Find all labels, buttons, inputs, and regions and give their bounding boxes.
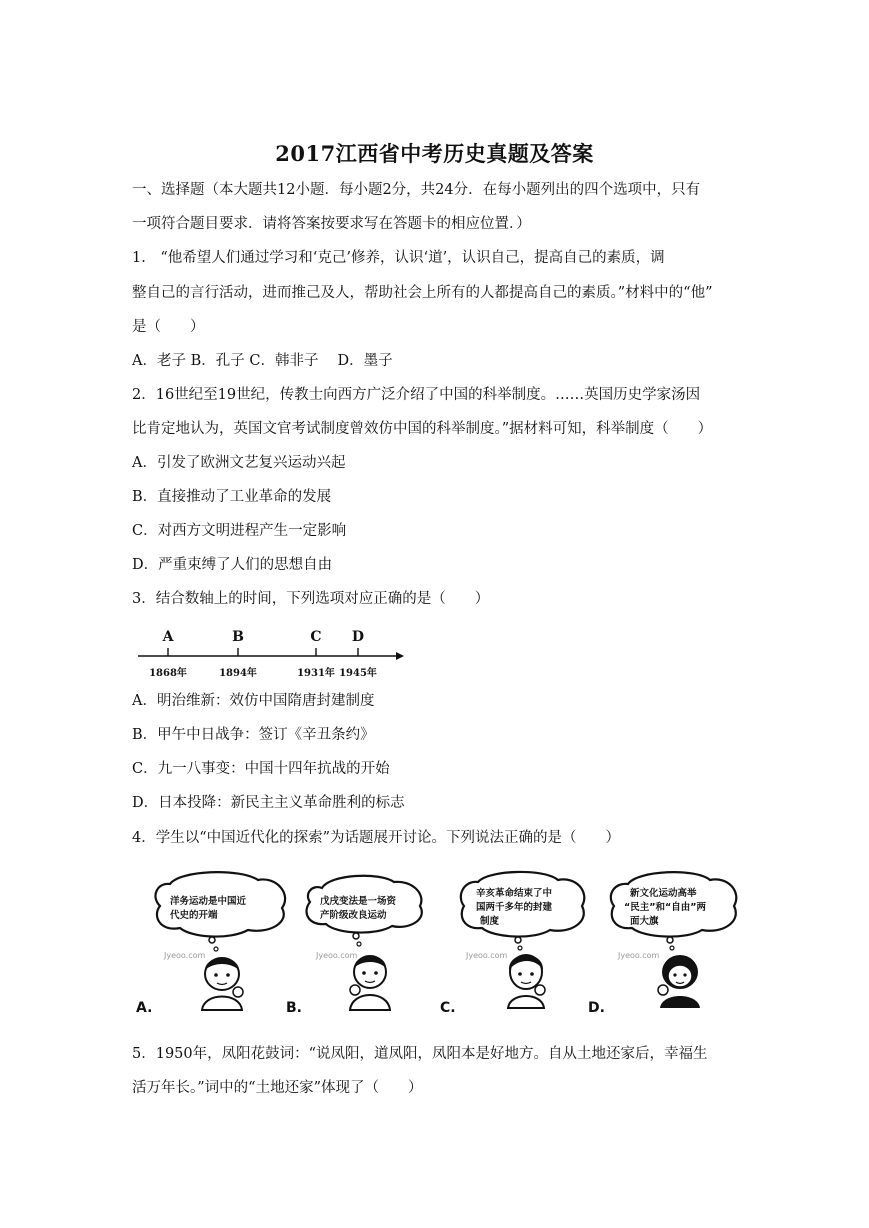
q3-option-d: D．日本投降：新民主主义革命胜利的标志 [132,795,405,811]
bubble-d-line-3: 面大旗 [630,916,659,927]
cartoon-b [286,876,422,1016]
student-figure-d [658,955,700,1008]
timeline-year-d: 1945年 [339,668,377,679]
cartoon-label-b: B. [286,1000,302,1016]
page-title: 2017江西省中考历史真题及答案 [275,141,594,166]
q2-option-a: A．引发了欧洲文艺复兴运动兴起 [132,455,346,471]
q3-option-b: B．甲午中日战争：签订《辛丑条约》 [132,727,375,743]
timeline-arrowhead [396,652,404,660]
timeline-year-c: 1931年 [297,668,335,679]
bubble-c-line-2: 国两千多年的封建 [476,902,553,913]
q2-stem-line-2: 比肯定地认为，英国文官考试制度曾效仿中国的科举制度。”据材料可知，科举制度（ ） [132,421,713,437]
bubble-d-line-2: “民主”和“自由”两 [624,902,706,913]
timeline-letter-a: A [162,629,174,645]
watermark-d: Jyeoo.com [618,951,660,960]
q3-timeline-figure [138,624,408,684]
cartoon-label-c: C. [440,1000,456,1016]
bubble-d-line-1: 新文化运动高举 [630,888,697,899]
cartoon-label-a: A. [136,1000,153,1016]
q2-option-d: D．严重束缚了人们的思想自由 [132,557,333,573]
q1-stem-line-2: 整自己的言行活动，进而推己及人，帮助社会上所有的人都提高自己的素质。”材料中的“他” [132,285,713,301]
q5-stem-line-1: 5．1950年，凤阳花鼓词：“说凤阳，道凤阳，凤阳本是好地方。自从土地还家后，幸福生 [132,1046,708,1062]
q4-stem: 4．学生以“中国近代化的探索”为话题展开讨论。下列说法正确的是（ ） [132,830,621,846]
timeline-year-b: 1894年 [219,668,257,679]
q2-option-b: B．直接推动了工业革命的发展 [132,489,332,505]
q3-option-c: C．九一八事变：中国十四年抗战的开始 [132,761,390,777]
bubble-c-line-1: 辛亥革命结束了中 [476,888,553,899]
section-heading-line-1: 一、选择题（本大题共12小题．每小题2分，共24分．在每小题列出的四个选项中，只有 [132,182,701,198]
timeline-point-d [339,629,377,679]
bubble-c-line-3: 制度 [480,916,500,927]
bubble-a-line-1: 洋务运动是中国近 [170,896,247,907]
cartoon-d [588,872,736,1016]
cartoon-label-d: D. [588,1000,605,1016]
watermark-a: Jyeoo.com [164,951,206,960]
q4-cartoon-figure [130,866,750,1026]
q3-stem: 3．结合数轴上的时间，下列选项对应正确的是（ ） [132,591,490,607]
q2-stem-line-1: 2．16世纪至19世纪，传教士向西方广泛介绍了中国的科举制度。……英国历史学家汤因 [132,387,701,403]
timeline-year-a: 1868年 [149,668,187,679]
section-heading-line-2: 一项符合题目要求．请将答案按要求写在答题卡的相应位置．） [132,216,531,232]
timeline-letter-d: D [351,629,365,645]
q2-option-c: C．对西方文明进程产生一定影响 [132,523,347,539]
q3-option-a: A．明治维新：效仿中国隋唐封建制度 [132,693,375,709]
bubble-b-line-2: 产阶级改良运动 [320,910,387,921]
q1-stem-line-1: 1. “他希望人们通过学习和‘克己’修养，认识‘道’，认识自己，提高自己的素质，调 [132,250,665,266]
timeline-point-b [219,629,257,679]
bubble-b-line-1: 戊戌变法是一场资 [320,896,397,907]
timeline-letter-b: B [232,629,244,645]
watermark-b: Jyeoo.com [316,951,358,960]
student-figure-a [202,958,243,1010]
cartoon-a [136,872,285,1016]
student-figure-b [350,956,390,1010]
q5-stem-line-2: 活万年长。”词中的“土地还家”体现了（ ） [132,1080,423,1096]
student-figure-c [508,955,545,1008]
timeline-letter-c: C [310,629,322,645]
q1-options: A．老子 B．孔子 C．韩非子 D．墨子 [132,353,393,369]
timeline-point-c [297,629,335,679]
watermark-c: Jyeoo.com [466,951,508,960]
q1-stem-line-3: 是（ ） [132,319,205,335]
timeline-point-a [149,629,187,679]
cartoon-c [440,872,584,1016]
bubble-a-line-2: 代史的开端 [170,910,218,921]
